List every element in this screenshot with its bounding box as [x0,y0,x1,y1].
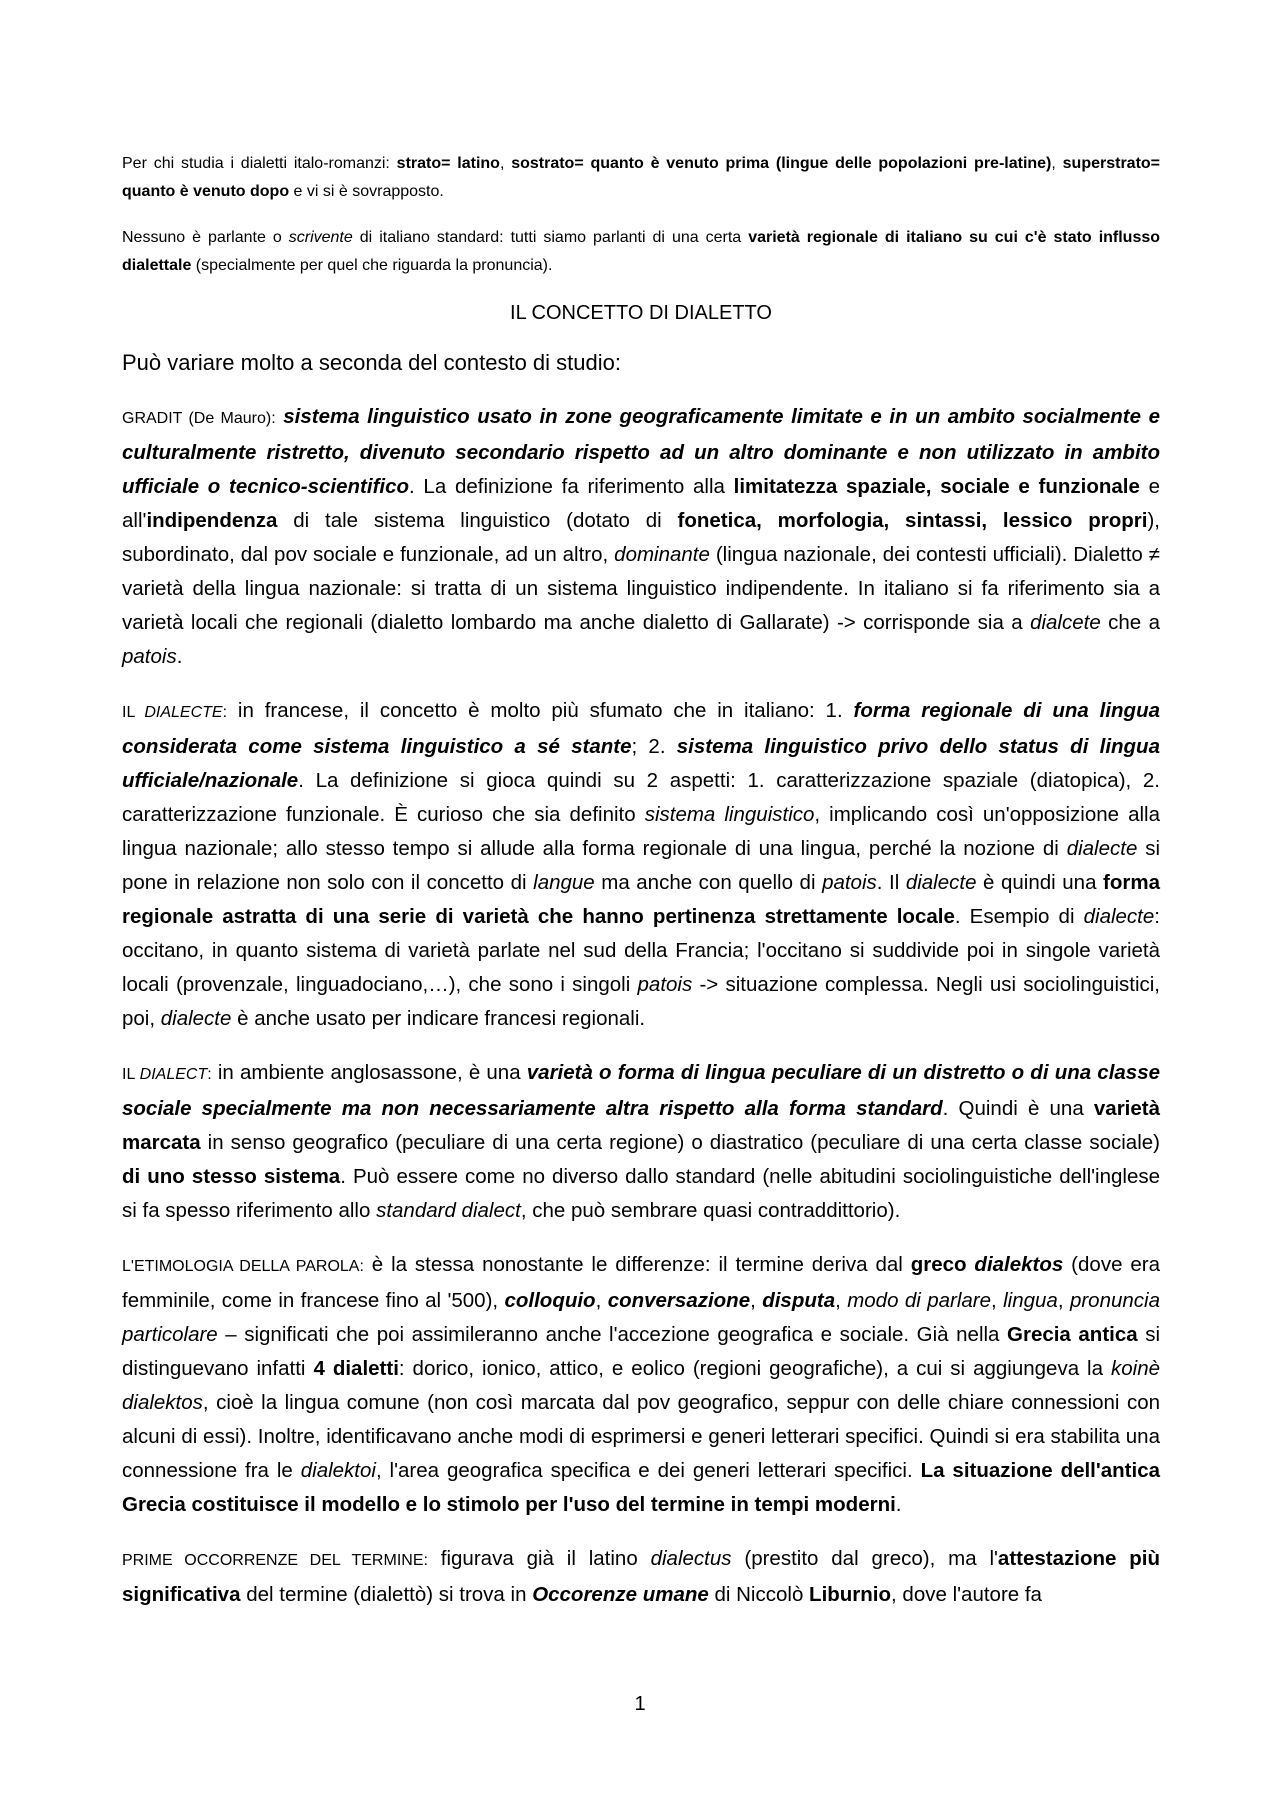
paragraph-strati: Per chi studia i dialetti italo-romanzi: strato= latino, sostrato= quanto è venuto prima (lingue delle popolazioni pre-latine), superstrato= quanto è venuto dopo e vi si è sovrapposto. [122,155,1161,200]
paragraph-occorrenze: PRIME OCCORRENZE DEL TERMINE: figurava già il latino dialectus (prestito dal greco), ma l'attestazione più significativa del termine (dialettò) si trova in Occorenze umane di Niccolò Liburnio, dove l'autore fa [122,1547,1160,1606]
paragraph-etimologia: L'ETIMOLOGIA DELLA PAROLA: è la stessa nonostante le differenze: il termine deriva dal greco dialektos (dove era femminile, come in francese fino al '500), colloquio, conversazione, disputa, modo di parlare, lingua, pronuncia particolare – significati che poi assimileranno anche l'accezione geografica e sociale. Già nella Grecia antica si distinguevano infatti 4 dialetti: dorico, ionico, attico, e eolico (regioni geografiche), a cui si aggiungeva la koinè dialektos, cioè la lingua comune (non così marcata dal pov geografico, seppur con delle chiare connessioni con alcuni di essi). Inoltre, identificavano anche modi di esprimersi e generi letterari specifici. Quindi si era stabilita una connessione fra le dialektoi, l'area geografica specifica e dei generi letterari specifici. La situazione dell'antica Grecia costituisce il modello e lo stimolo per l'uso del termine in tempi moderni. [122,1253,1161,1516]
paragraph-gradit: GRADIT (De Mauro): sistema linguistico usato in zone geograficamente limitate e in un ambito socialmente e culturalmente ristretto, divenuto secondario rispetto ad un altro dominante e non utilizzato in ambito ufficiale o tecnico-scientifico. La definizione fa riferimento alla limitatezza spaziale, sociale e funzionale e all'indipendenza di tale sistema linguistico (dotato di fonetica, morfologia, sintassi, lessico propri), subordinato, dal pov sociale e funzionale, ad un altro, dominante (lingua nazionale, dei contesti ufficiali). Dialetto ≠ varietà della lingua nazionale: si tratta di un sistema linguistico indipendente. In italiano si fa riferimento sia a varietà locali che regionali (dialetto lombardo ma anche dialetto di Gallarate) -> corrisponde sia a dialcete che a patois. [122,405,1160,668]
section-heading: IL CONCETTO DI DIALETTO [510,302,772,324]
paragraph-dialect: IL DIALECT: in ambiente anglosassone, è una varietà o forma di lingua peculiare di un distretto o di una classe sociale specialmente ma non necessariamente altra rispetto alla forma standard. Quindi è una varietà marcata in senso geografico (peculiare di una certa regione) o diastratico (peculiare di una certa classe sociale) di uno stesso sistema. Può essere come no diverso dallo standard (nelle abitudini sociolinguistiche dell'inglese si fa spesso riferimento allo standard dialect, che può sembrare quasi contraddittorio). [122,1061,1161,1222]
paragraph-dialecte: IL DIALECTE: in francese, il concetto è molto più sfumato che in italiano: 1. forma regionale di una lingua considerata come sistema linguistico a sé stante; 2. sistema linguistico privo dello status di lingua ufficiale/nazionale. La definizione si gioca quindi su 2 aspetti: 1. caratterizzazione spaziale (diatopica), 2. caratterizzazione funzionale. È curioso che sia definito sistema linguistico, implicando così un'opposizione alla lingua nazionale; allo stesso tempo si allude alla forma regionale di una lingua, perché la nozione di dialecte si pone in relazione non solo con il concetto di langue ma anche con quello di patois. Il dialecte è quindi una forma regionale astratta di una serie di varietà che hanno pertinenza strettamente locale. Esempio di dialecte: occitano, in quanto sistema di varietà parlate nel sud della Francia; l'occitano si suddivide poi in singole varietà locali (provenzale, linguadociano,…), che sono i singoli patois -> situazione complessa. Negli usi sociolinguistici, poi, dialecte è anche usato per indicare francesi regionali. [122,699,1161,1030]
document-page [122,150,1160,1612]
page-number: 1 [634,1693,646,1715]
lead-sentence: Può variare molto a seconda del contesto di studio: [122,350,621,375]
paragraph-italiano-standard: Nessuno è parlante o scrivente di italiano standard: tutti siamo parlanti di una certa varietà regionale di italiano su cui c'è stato influsso dialettale (specialmente per quel che riguarda la pronuncia). [122,229,1161,274]
